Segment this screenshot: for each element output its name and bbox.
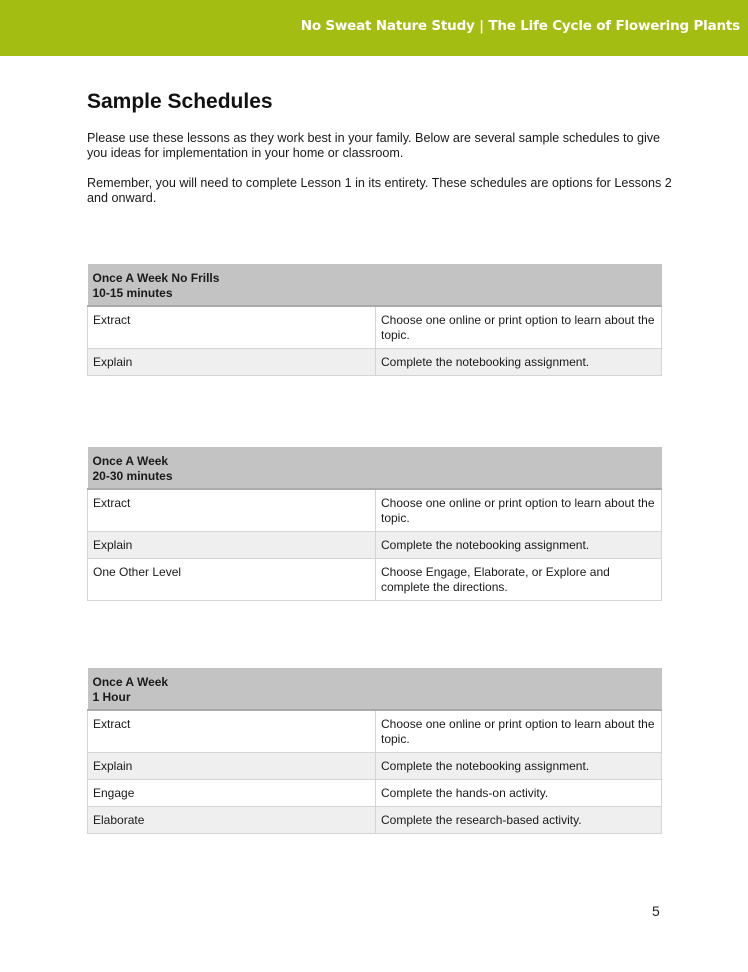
level-cell: Engage — [88, 780, 376, 807]
table-row — [88, 489, 662, 532]
schedule-table-no-frills — [87, 264, 662, 376]
level-cell: Extract — [88, 306, 376, 349]
page-number: 5 — [652, 903, 660, 919]
table-row — [88, 710, 662, 753]
description-cell: Complete the notebooking assignment. — [376, 532, 662, 559]
description-cell: Complete the research-based activity. — [376, 807, 662, 834]
header-title: No Sweat Nature Study | The Life Cycle of Flowering Plants — [300, 18, 740, 34]
reminder-paragraph: Remember, you will need to complete Lesson 1 in its entirety. These schedules are options for Lessons 2 and onward. — [87, 176, 672, 205]
table-row — [88, 349, 662, 376]
schedule-duration: 20-30 minutes — [92, 469, 173, 483]
page-title: Sample Schedules — [87, 90, 273, 113]
table-row — [88, 780, 662, 807]
schedule-duration: 1 Hour — [92, 690, 131, 704]
table-row — [88, 532, 662, 559]
schedule-title: Once A Week — [92, 675, 169, 689]
table-row — [88, 807, 662, 834]
schedule-table-1-hour — [87, 668, 662, 834]
intro-paragraph: Please use these lessons as they work best in your family. Below are several sample schedules to give you ideas for implementation in your home or classroom. — [87, 131, 661, 160]
table-row — [88, 559, 662, 601]
header-band — [0, 0, 748, 56]
level-cell: Explain — [88, 532, 376, 559]
schedule-title: Once A Week No Frills — [92, 271, 220, 285]
description-cell: Choose one online or print option to learn about the topic. — [376, 710, 662, 753]
table-row — [88, 753, 662, 780]
schedule-header — [88, 447, 662, 489]
level-cell: Extract — [88, 710, 376, 753]
description-cell: Choose one online or print option to learn about the topic. — [376, 489, 662, 532]
description-cell: Complete the hands-on activity. — [376, 780, 662, 807]
table-row — [88, 306, 662, 349]
level-cell: Explain — [88, 349, 376, 376]
level-cell: One Other Level — [88, 559, 376, 601]
description-cell: Choose one online or print option to learn about the topic. — [376, 306, 662, 349]
description-cell: Choose Engage, Elaborate, or Explore and complete the directions. — [376, 559, 662, 601]
level-cell: Extract — [88, 489, 376, 532]
level-cell: Explain — [88, 753, 376, 780]
schedule-header — [88, 668, 662, 710]
schedule-header — [88, 264, 662, 306]
level-cell: Elaborate — [88, 807, 376, 834]
schedule-duration: 10-15 minutes — [92, 286, 173, 300]
description-cell: Complete the notebooking assignment. — [376, 753, 662, 780]
description-cell: Complete the notebooking assignment. — [376, 349, 662, 376]
schedule-title: Once A Week — [92, 454, 169, 468]
schedule-table-20-30-min — [87, 447, 662, 601]
